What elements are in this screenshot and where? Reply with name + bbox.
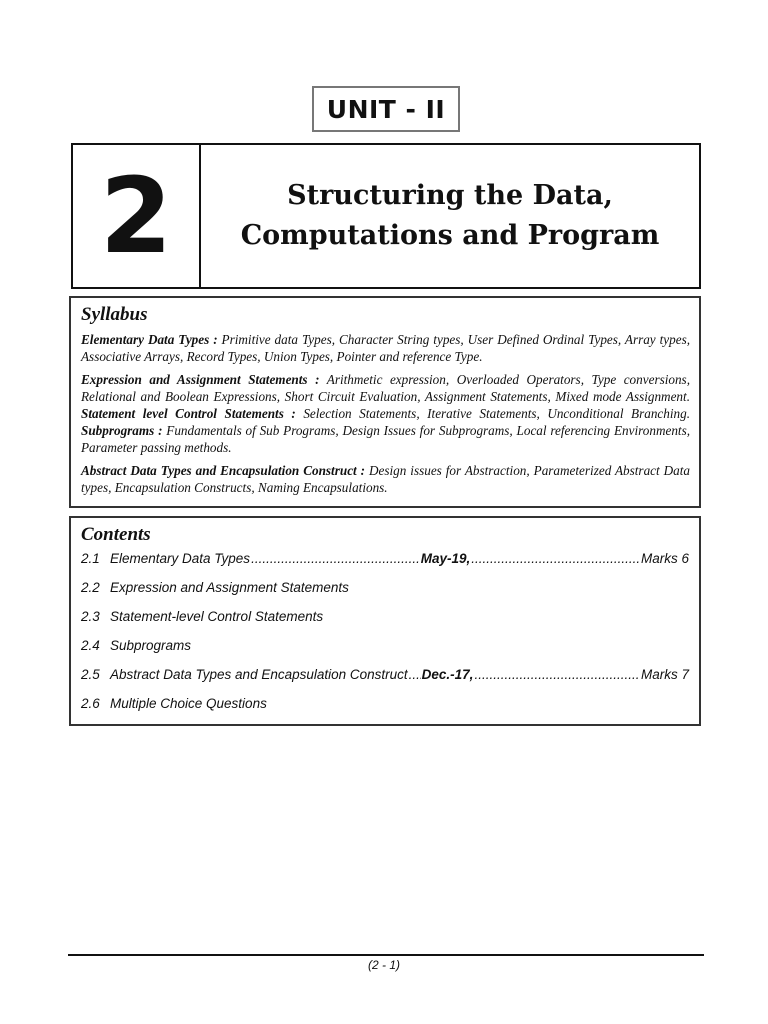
toc-item-title: Subprograms xyxy=(110,638,192,653)
chapter-title-line2: Computations and Program xyxy=(240,220,660,251)
toc-item-number: 2.1 xyxy=(81,551,100,566)
syllabus-topic-heading: Subprograms : xyxy=(81,423,163,438)
syllabus-section xyxy=(69,296,701,508)
toc-leader-dots xyxy=(471,551,640,566)
toc-item-number: 2.4 xyxy=(81,638,100,653)
syllabus-heading: Syllabus xyxy=(81,304,148,325)
chapter-title xyxy=(201,145,699,287)
syllabus-paragraph-1 xyxy=(81,331,690,365)
unit-label-box xyxy=(312,86,460,132)
syllabus-topic-heading: Statement level Control Statements : xyxy=(81,406,296,421)
syllabus-topic-heading: Abstract Data Types and Encapsulation Construct : xyxy=(81,463,366,478)
toc-item[interactable] xyxy=(81,667,689,696)
contents-heading: Contents xyxy=(81,524,151,545)
contents-section xyxy=(69,516,701,726)
chapter-title-line1: Structuring the Data, xyxy=(287,180,613,211)
syllabus-topic-text: Primitive data Types, Character String types, User Defined Ordinal Types, Array types, Associative Arrays, Record Types, Union Types, Pointer and reference Type. xyxy=(81,332,690,364)
toc-leader-dots xyxy=(409,667,421,682)
toc-item-marks: Marks 6 xyxy=(641,551,690,566)
toc-item-title: Multiple Choice Questions xyxy=(110,696,267,711)
toc-item-exam: May-19, xyxy=(420,551,471,566)
toc-item-title: Elementary Data Types xyxy=(110,551,251,566)
toc-item-number: 2.3 xyxy=(81,609,100,624)
page-number: (2 - 1) xyxy=(367,958,400,972)
toc-item[interactable] xyxy=(81,638,689,667)
chapter-header xyxy=(71,143,701,289)
unit-label: UNIT - II xyxy=(326,94,446,124)
toc-item-title: Expression and Assignment Statements xyxy=(110,580,349,595)
toc-item-title: Abstract Data Types and Encapsulation Construct xyxy=(110,667,408,682)
toc-item[interactable] xyxy=(81,696,689,725)
syllabus-paragraph-2 xyxy=(81,371,690,456)
syllabus-topic-heading: Expression and Assignment Statements : xyxy=(81,372,320,387)
toc-item-title: Statement-level Control Statements xyxy=(110,609,324,624)
toc-item-number: 2.5 xyxy=(81,667,100,682)
toc-item-number: 2.6 xyxy=(81,696,100,711)
toc-item[interactable] xyxy=(81,551,689,580)
syllabus-topic-heading: Elementary Data Types : xyxy=(81,332,218,347)
toc-item-number: 2.2 xyxy=(81,580,100,595)
toc-item[interactable] xyxy=(81,609,689,638)
syllabus-topic-text: Selection Statements, Iterative Statements, Unconditional Branching. xyxy=(303,406,691,421)
toc-leader-dots xyxy=(474,667,640,682)
toc-leader-dots xyxy=(251,551,420,566)
syllabus-paragraph-3 xyxy=(81,462,690,496)
chapter-number: 2 xyxy=(73,145,201,287)
footer-rule xyxy=(68,954,704,956)
syllabus-topic-text: Fundamentals of Sub Programs, Design Issues for Subprograms, Local referencing Environments, Parameter passing methods. xyxy=(81,423,691,455)
syllabus-topic-text: Arithmetic expression, Overloaded Operators, Type conversions, Relational and Boolean Expressions, Short Circuit Evaluation, Assignment Statements, Mixed mode Assignment. xyxy=(81,372,690,404)
toc-item-marks: Marks 7 xyxy=(640,667,689,682)
syllabus-topic-text: Design issues for Abstraction, Parameterized Abstract Data types, Encapsulation Constructs, Naming Encapsulations. xyxy=(81,463,690,495)
toc-item-exam: Dec.-17, xyxy=(421,667,474,682)
toc-item[interactable] xyxy=(81,580,689,609)
